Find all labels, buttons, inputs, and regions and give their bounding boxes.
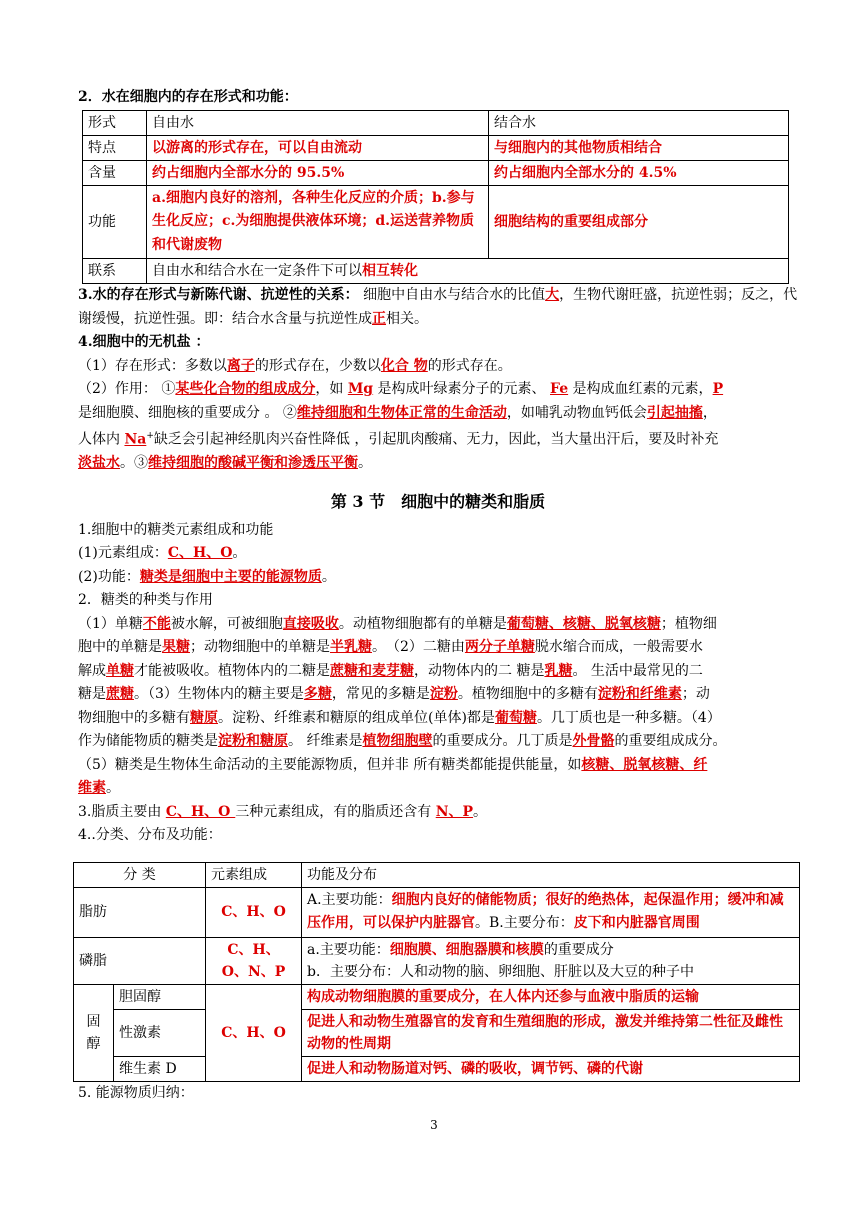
highlight: 离子 [226, 357, 255, 374]
table-cell: 脂肪 [74, 887, 206, 937]
text: 的重要成分 [543, 941, 614, 958]
water-heading: 2．水在细胞内的存在形式和功能： [78, 89, 298, 105]
table-cell: 磷脂 [74, 937, 206, 984]
text-line [78, 660, 798, 684]
highlight: 糖类是细胞中主要的能源物质 [139, 568, 322, 585]
highlight: 葡萄糖、核糖、脱氧核糖 [506, 615, 661, 632]
table-cell: 含量 [83, 160, 147, 185]
table-cell: 结合水 [489, 110, 789, 135]
text-line [78, 613, 798, 637]
text: 3.脂质主要由 [78, 803, 166, 820]
highlight: 淀粉和纤维素 [597, 686, 682, 703]
highlight: 多糖 [303, 686, 332, 703]
table-cell [147, 259, 789, 284]
text: ， [702, 404, 717, 421]
text: ；植物细 [660, 615, 717, 632]
text: 。 （2）二糖由 [372, 639, 465, 656]
highlight: 乳糖 [544, 662, 573, 679]
text: 的重要成分。几丁质是 [432, 733, 573, 750]
highlight: 某些化合物的组成成分 [175, 381, 316, 397]
text: （2）作用： ① [78, 381, 176, 397]
text: 解成 [78, 662, 106, 679]
text: 。 [473, 803, 488, 820]
highlight: Fe [550, 381, 569, 397]
text: 。 纤维素是 [288, 733, 363, 750]
table-cell: 与细胞内的其他物质相结合 [489, 135, 789, 160]
table-row [74, 887, 800, 937]
text: 的形式存在。 [427, 357, 512, 374]
highlight: Na [124, 431, 147, 448]
text: A.主要功能： [307, 891, 392, 908]
table-cell: 性激素 [114, 1009, 206, 1056]
highlight: 蔗糖和麦芽糖 [330, 662, 414, 679]
text: 自由水和结合水在一定条件下可以 [152, 263, 362, 279]
highlight: 核糖、脱氧核糖、纤 [581, 756, 708, 773]
table-cell: 促进人和动物肠道对钙、磷的吸收，调节钙、磷的代谢 [302, 1056, 800, 1081]
text: (2)功能： [78, 568, 140, 585]
table-cell: 胆固醇 [114, 984, 206, 1009]
text: 相关。 [386, 310, 428, 327]
text: 是细胞膜、细胞核的重要成分 。 ② [78, 404, 297, 421]
table-row [74, 937, 800, 984]
document-page [78, 86, 798, 1105]
heading-4: 4.细胞中的无机盐 ： [78, 334, 210, 350]
highlight: 皮下和内脏器官周围 [573, 915, 700, 932]
text-line [78, 566, 798, 590]
text-line [78, 355, 798, 379]
table-header: 分 类 [74, 862, 206, 887]
table-row [74, 984, 800, 1009]
text: ，如 [315, 381, 348, 397]
text: 被水解，可被细胞 [170, 615, 283, 632]
highlight: 细胞内良好的储能物质；很好的绝热体，起保温作用；缓冲和减压作用，可以保护内脏器官 [307, 891, 784, 932]
text: 。植物细胞中的多糖有 [457, 686, 598, 703]
text: 是构成血红素的元素， [568, 381, 713, 397]
text: （1）单糖 [78, 615, 143, 632]
text-line [78, 378, 798, 402]
highlight: 糖原 [190, 709, 218, 726]
text: 。淀粉、纤维素和糖原的组成单位(单体)都是 [218, 709, 495, 726]
highlight: 外骨骼 [572, 733, 615, 750]
superscript: + [146, 431, 154, 441]
text: 。动植物细胞都有的单糖是 [338, 615, 507, 632]
highlight: 维持细胞和生物体正常的生命活动 [296, 404, 507, 421]
highlight: 大 [545, 287, 560, 303]
text: 是构成叶绿素分子的元素、 [373, 381, 551, 397]
cell-line [307, 939, 794, 961]
text-line [78, 801, 798, 825]
highlight: 果糖 [162, 639, 190, 656]
text: 人体内 [78, 431, 125, 448]
table-row [83, 259, 789, 284]
highlight: 维素 [78, 780, 106, 797]
table-cell: 联系 [83, 259, 147, 284]
text: 。③ [120, 455, 148, 472]
table-cell: C、H、O [206, 887, 302, 937]
text-line [78, 754, 798, 778]
text-line [78, 402, 798, 426]
table-cell: 促进人和动物生殖器官的发育和生殖细胞的形成，激发并维持第二性征及雌性动物的性周期 [302, 1009, 800, 1056]
text: ，动物体内的二 糖是 [414, 662, 545, 679]
highlight: N、P [435, 803, 474, 820]
text-line: 4..分类、分布及功能： [78, 827, 222, 844]
text: 糖是 [78, 686, 106, 703]
table-row [83, 110, 789, 135]
table-row [83, 160, 789, 185]
text-line [78, 730, 798, 754]
text-line [78, 636, 798, 660]
text-line [78, 542, 798, 566]
table-cell: 以游离的形式存在，可以自由流动 [147, 135, 489, 160]
text: ；动物细胞中的单糖是 [190, 639, 330, 656]
table-cell: 约占细胞内全部水分的 95.5% [147, 160, 489, 185]
highlight: 引起抽搐 [646, 404, 703, 421]
highlight: 蔗糖 [106, 686, 134, 703]
text: 三种元素组成，有的脂质还含有 [235, 803, 436, 820]
table-cell: C、H、O [206, 984, 302, 1081]
highlight: 正 [372, 310, 386, 327]
highlight: 直接吸收 [282, 615, 339, 632]
text-line: 5. 能源物质归纳： [78, 1084, 194, 1101]
lipid-table [73, 862, 800, 1082]
text: 的重要组成成分。 [614, 733, 727, 750]
text: a.主要功能： [307, 941, 390, 958]
table-cell: 自由水 [147, 110, 489, 135]
table-cell: 细胞结构的重要组成部分 [489, 185, 789, 259]
highlight: 单糖 [106, 662, 134, 679]
highlight: 相互转化 [362, 263, 418, 279]
table-cell: 约占细胞内全部水分的 4.5% [489, 160, 789, 185]
table-cell: C、H、O、N、P [206, 937, 302, 984]
text: 。（3）生物体内的糖主要是 [134, 686, 304, 703]
highlight: 不能 [142, 615, 171, 632]
table-row [74, 862, 800, 887]
table-cell: 构成动物细胞膜的重要成分，在人体内还参与血液中脂质的运输 [302, 984, 800, 1009]
text-line [78, 777, 798, 801]
highlight: 淡盐水 [78, 455, 120, 472]
text: 脱水缩合而成，一般需要水 [534, 639, 703, 656]
table-cell: 维生素 D [114, 1056, 206, 1081]
highlight: 两分子单糖 [464, 639, 535, 656]
table-cell: 功能 [83, 185, 147, 259]
table-header: 功能及分布 [302, 862, 800, 887]
highlight: P [712, 381, 724, 397]
text: 。 [321, 568, 336, 585]
table-cell: 固醇 [74, 984, 114, 1081]
text: ，常见的多糖是 [331, 686, 430, 703]
text: （1）存在形式：多数以 [78, 357, 227, 374]
table-header: 元素组成 [206, 862, 302, 887]
highlight: 半乳糖 [330, 639, 372, 656]
text-line [78, 425, 798, 452]
text: 作为储能物质的糖类是 [78, 733, 218, 750]
highlight: 细胞膜、细胞器膜和核膜 [389, 941, 544, 958]
page-number: 3 [430, 1118, 438, 1132]
highlight: 维持细胞的酸碱平衡和渗透压平衡 [148, 455, 358, 472]
text: 。B.主要分布： [475, 915, 574, 932]
table-row [83, 185, 789, 259]
heading: 3.水的存在形式与新陈代谢、抗逆性的关系： [78, 287, 359, 303]
text-line [78, 683, 798, 707]
text: 细胞中自由水与结合水的比值 [358, 287, 546, 303]
text-line [78, 452, 798, 476]
table-row [83, 135, 789, 160]
text-line: 2．糖类的种类与作用 [78, 592, 213, 609]
highlight: 植物细胞壁 [362, 733, 433, 750]
text: 胞中的单糖是 [78, 639, 162, 656]
section-title: 第 3 节 细胞中的糖类和脂质 [330, 491, 546, 511]
text: (1)元素组成： [78, 545, 168, 562]
highlight: 淀粉和糖原 [218, 733, 288, 750]
table-cell [302, 887, 800, 937]
text: ，生物代谢旺盛，抗逆性弱；反之，代谢缓慢，抗逆性强。即：结合水含量与抗逆性成 [78, 287, 798, 327]
table-row [74, 1009, 800, 1056]
highlight: C、H、O [165, 803, 236, 820]
text: 。几丁质也是一种多糖。（4） [536, 709, 721, 726]
text: 。 [358, 455, 372, 472]
text-line [78, 707, 798, 731]
highlight: C、H、O [167, 545, 233, 562]
highlight: Mg [347, 381, 374, 397]
cell-line: b．主要分布：人和动物的脑、卵细胞、肝脏以及大豆的种子中 [307, 963, 694, 980]
text-line: 1.细胞中的糖类元素组成和功能 [78, 521, 274, 538]
text: （5）糖类是生物体生命活动的主要能源物质，但并非 所有糖类都能提供能量，如 [78, 756, 582, 773]
paragraph-3 [78, 284, 798, 331]
text: 的形式存在，少数以 [254, 357, 381, 374]
highlight: 葡萄糖 [494, 709, 537, 726]
table-cell: 特点 [83, 135, 147, 160]
table-cell: 形式 [83, 110, 147, 135]
text: 。 [106, 780, 120, 797]
text: ；动 [681, 686, 710, 703]
text: ，如哺乳动物血钙低会 [506, 404, 647, 421]
water-table [82, 110, 789, 285]
table-row [74, 1056, 800, 1081]
text: 。 生活中最常见的二 [572, 662, 703, 679]
table-cell [302, 937, 800, 984]
highlight: 淀粉 [429, 686, 458, 703]
table-cell: a.细胞内良好的溶剂，各种生化反应的介质；b.参与生化反应；c.为细胞提供液体环境；d.运送营养物质和代谢废物 [147, 185, 489, 259]
text: 缺乏会引起神经肌肉兴奋性降低 ，引起肌肉酸痛、无力，因此，当大量出汗后，要及时补充 [153, 431, 719, 448]
text: 才能被吸收。植物体内的二糖是 [134, 662, 330, 679]
text: 。 [232, 545, 247, 562]
text: 物细胞中的多糖有 [78, 709, 190, 726]
highlight: 化合 物 [380, 357, 428, 374]
